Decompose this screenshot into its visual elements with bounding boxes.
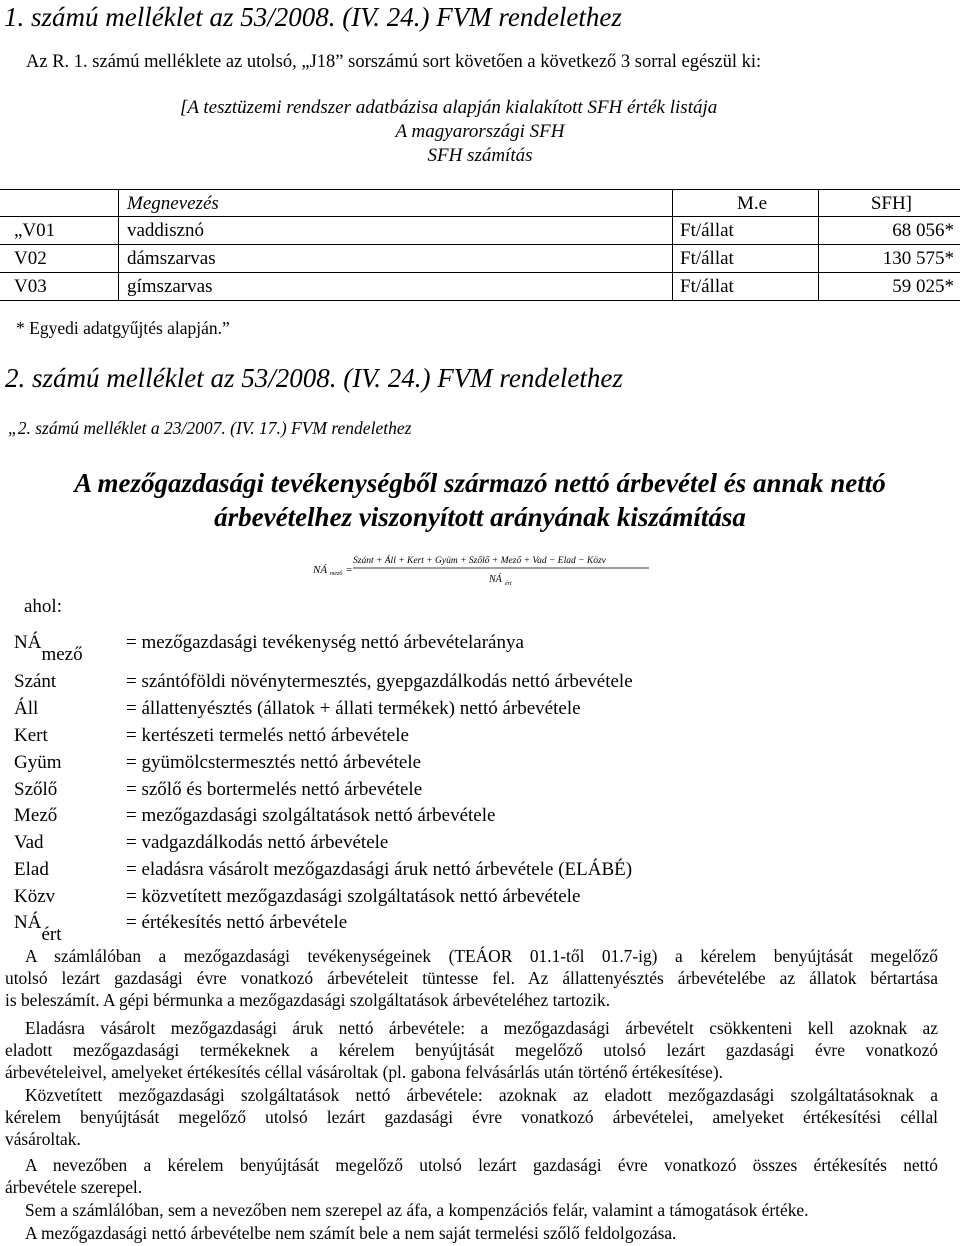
legend-definition: = szőlő és bortermelés nettó árbevétele <box>126 779 423 800</box>
cell-code: „V01 <box>14 220 56 241</box>
cell-code: V03 <box>14 276 47 297</box>
legend-symbol: NÁ <box>14 632 42 653</box>
legend-symbol: Szánt <box>14 671 57 692</box>
paragraph <box>5 1200 938 1222</box>
legend-definition: = közvetített mezőgazdasági szolgáltatások nettó árbevétele <box>126 886 581 907</box>
legend-symbol: Áll <box>14 698 39 719</box>
reference-line: „2. számú melléklet a 23/2007. (IV. 17.) FVM rendelethez <box>8 418 412 438</box>
paragraph-line: árbevétele szerepel. <box>5 1176 143 1197</box>
paragraph-line: A nevezőben a kérelem benyújtását megelőző utolsó lezárt gazdasági évre vonatkozó összes értékesítés nettó <box>25 1155 938 1175</box>
cell-unit: Ft/állat <box>680 276 734 297</box>
legend-definition: = szántóföldi növénytermesztés, gyepgazdálkodás nettó árbevétele <box>126 671 633 692</box>
legend-symbol: Közv <box>14 886 56 907</box>
cell-value: 68 056* <box>892 220 954 241</box>
legend-item <box>0 698 960 725</box>
main-title-line-1: A mezőgazdasági tevékenységből származó nettó árbevétel és annak nettó <box>74 468 886 498</box>
legend-item <box>0 912 960 945</box>
paragraph <box>5 1155 938 1199</box>
table-border-top <box>0 189 960 190</box>
subtitle-line-1: [A tesztüzemi rendszer adatbázisa alapján kialakított SFH érték listája <box>180 97 718 118</box>
table-row <box>0 220 960 247</box>
table-header-row <box>0 193 960 220</box>
legend-item <box>0 832 960 859</box>
formula-denominator: NÁ <box>489 574 502 585</box>
legend-symbol: Gyüm <box>14 752 62 773</box>
paragraph-line: A mezőgazdasági nettó árbevételbe nem számít bele a nem saját termelési szőlő feldolgozása. <box>25 1223 677 1243</box>
legend-definition: = mezőgazdasági tevékenység nettó árbevételaránya <box>126 632 524 653</box>
paragraph-line: Sem a számlálóban, sem a nevezőben nem szerepel az áfa, a kompenzációs felár, valamint a támogatások értéke. <box>25 1200 809 1220</box>
legend-definition: = mezőgazdasági szolgáltatások nettó árbevétele <box>126 805 496 826</box>
intro-text: Az R. 1. számú melléklete az utolsó, „J18” sorszámú sort követően a következő 3 sorral egészül ki: <box>26 52 762 72</box>
header-unit: M.e <box>737 193 768 214</box>
paragraph-line: is beleszámít. A gépi bérmunka a mezőgazdasági szolgáltatások árbevételéhez tartozik. <box>5 989 611 1010</box>
legend-definition: = kertészeti termelés nettó árbevétele <box>126 725 409 746</box>
cell-unit: Ft/állat <box>680 248 734 269</box>
paragraph-line: Eladásra vásárolt mezőgazdasági áruk nettó árbevétele: a mezőgazdasági árbevételt csökkenteni kell azoknak az <box>25 1018 938 1038</box>
paragraph-line: kérelem benyújtását megelőző utolsó lezárt gazdasági évre vonatkozó árbevételei, amelyeket értékesítési céllal <box>5 1106 938 1127</box>
legend-symbol: Vad <box>14 832 44 853</box>
legend-definition: = gyümölcstermesztés nettó árbevétele <box>126 752 422 773</box>
legend-item <box>0 632 960 665</box>
cell-name: vaddisznó <box>127 220 205 241</box>
ahol-label: ahol: <box>24 596 62 617</box>
table-footnote: * Egyedi adatgyűjtés alapján.” <box>16 318 230 338</box>
cell-code: V02 <box>14 248 47 269</box>
subtitle-line-3: SFH számítás <box>427 145 533 166</box>
legend-item <box>0 752 960 779</box>
heading-annex-2: 2. számú melléklet az 53/2008. (IV. 24.) FVM rendelethez <box>5 363 623 393</box>
legend-item <box>0 805 960 832</box>
formula-lhs: NÁ <box>313 564 328 576</box>
legend-definition: = értékesítés nettó árbevétele <box>126 912 348 933</box>
header-sfh: SFH] <box>870 193 912 214</box>
formula-denominator-sub: ért <box>505 581 512 587</box>
legend-definition: = eladásra vásárolt mezőgazdasági áruk nettó árbevétele (ELÁBÉ) <box>126 859 633 880</box>
paragraph-line: Közvetített mezőgazdasági szolgáltatások nettó árbevétele: azoknak az eladott mezőgazdasági szolgáltatásoknak a <box>25 1085 938 1105</box>
paragraph-line: eladott mezőgazdasági termékeknek a kérelem benyújtását megelőző utolsó lezárt gazdasági évre vonatkozó <box>5 1039 938 1060</box>
cell-name: gímszarvas <box>127 276 213 297</box>
paragraph-line: A számlálóban a mezőgazdasági tevékenységeinek (TEÁOR 01.1-től 01.7-ig) a kérelem benyújtását megelőző <box>25 946 938 966</box>
formula-lhs-sub: mező <box>330 571 343 577</box>
header-name: Megnevezés <box>127 193 219 214</box>
cell-name: dámszarvas <box>127 248 216 269</box>
formula-equals: = <box>346 564 353 576</box>
table-row <box>0 248 960 275</box>
cell-value: 130 575* <box>882 248 954 269</box>
cell-unit: Ft/állat <box>680 220 734 241</box>
paragraph <box>5 946 938 1012</box>
legend-item <box>0 886 960 913</box>
legend-item <box>0 671 960 698</box>
legend-definition: = vadgazdálkodás nettó árbevétele <box>126 832 389 853</box>
legend-definition: = állattenyésztés (állatok + állati termékek) nettó árbevétele <box>126 698 581 719</box>
formula-numerator: Szánt + Áll + Kert + Gyüm + Szőlő + Mező + Vad − Elad − Közv <box>353 556 606 566</box>
paragraph <box>5 1223 938 1245</box>
table-row <box>0 276 960 303</box>
main-title-line-2: árbevételhez viszonyított arányának kiszámítása <box>214 502 746 532</box>
legend-symbol: Mező <box>14 805 58 826</box>
legend-item <box>0 859 960 886</box>
formula <box>313 553 653 587</box>
paragraph <box>5 1018 938 1084</box>
legend-item <box>0 725 960 752</box>
legend-symbol: Kert <box>14 725 48 746</box>
heading-annex-1: 1. számú melléklet az 53/2008. (IV. 24.) FVM rendelethez <box>4 2 622 32</box>
legend-symbol-sub: ért <box>41 924 62 945</box>
legend-symbol: NÁ <box>14 912 42 933</box>
paragraph <box>5 1085 938 1151</box>
cell-value: 59 025* <box>892 276 954 297</box>
paragraph-line: utolsó lezárt gazdasági évre vonatkozó árbevételeit tüntesse fel. Az állattenyésztés árbevételébe az állatok bértartása <box>5 967 938 988</box>
legend-symbol: Elad <box>14 859 49 880</box>
legend-symbol-sub: mező <box>41 644 83 665</box>
legend-item <box>0 779 960 806</box>
paragraph-line: árbevételeivel, amelyeket értékesítés céllal vásároltak (pl. gabona felvásárlás után történő értékesítése). <box>5 1061 723 1082</box>
paragraph-line: vásároltak. <box>5 1128 81 1149</box>
legend-symbol: Szőlő <box>14 779 58 800</box>
subtitle-line-2: A magyarországi SFH <box>395 121 565 142</box>
